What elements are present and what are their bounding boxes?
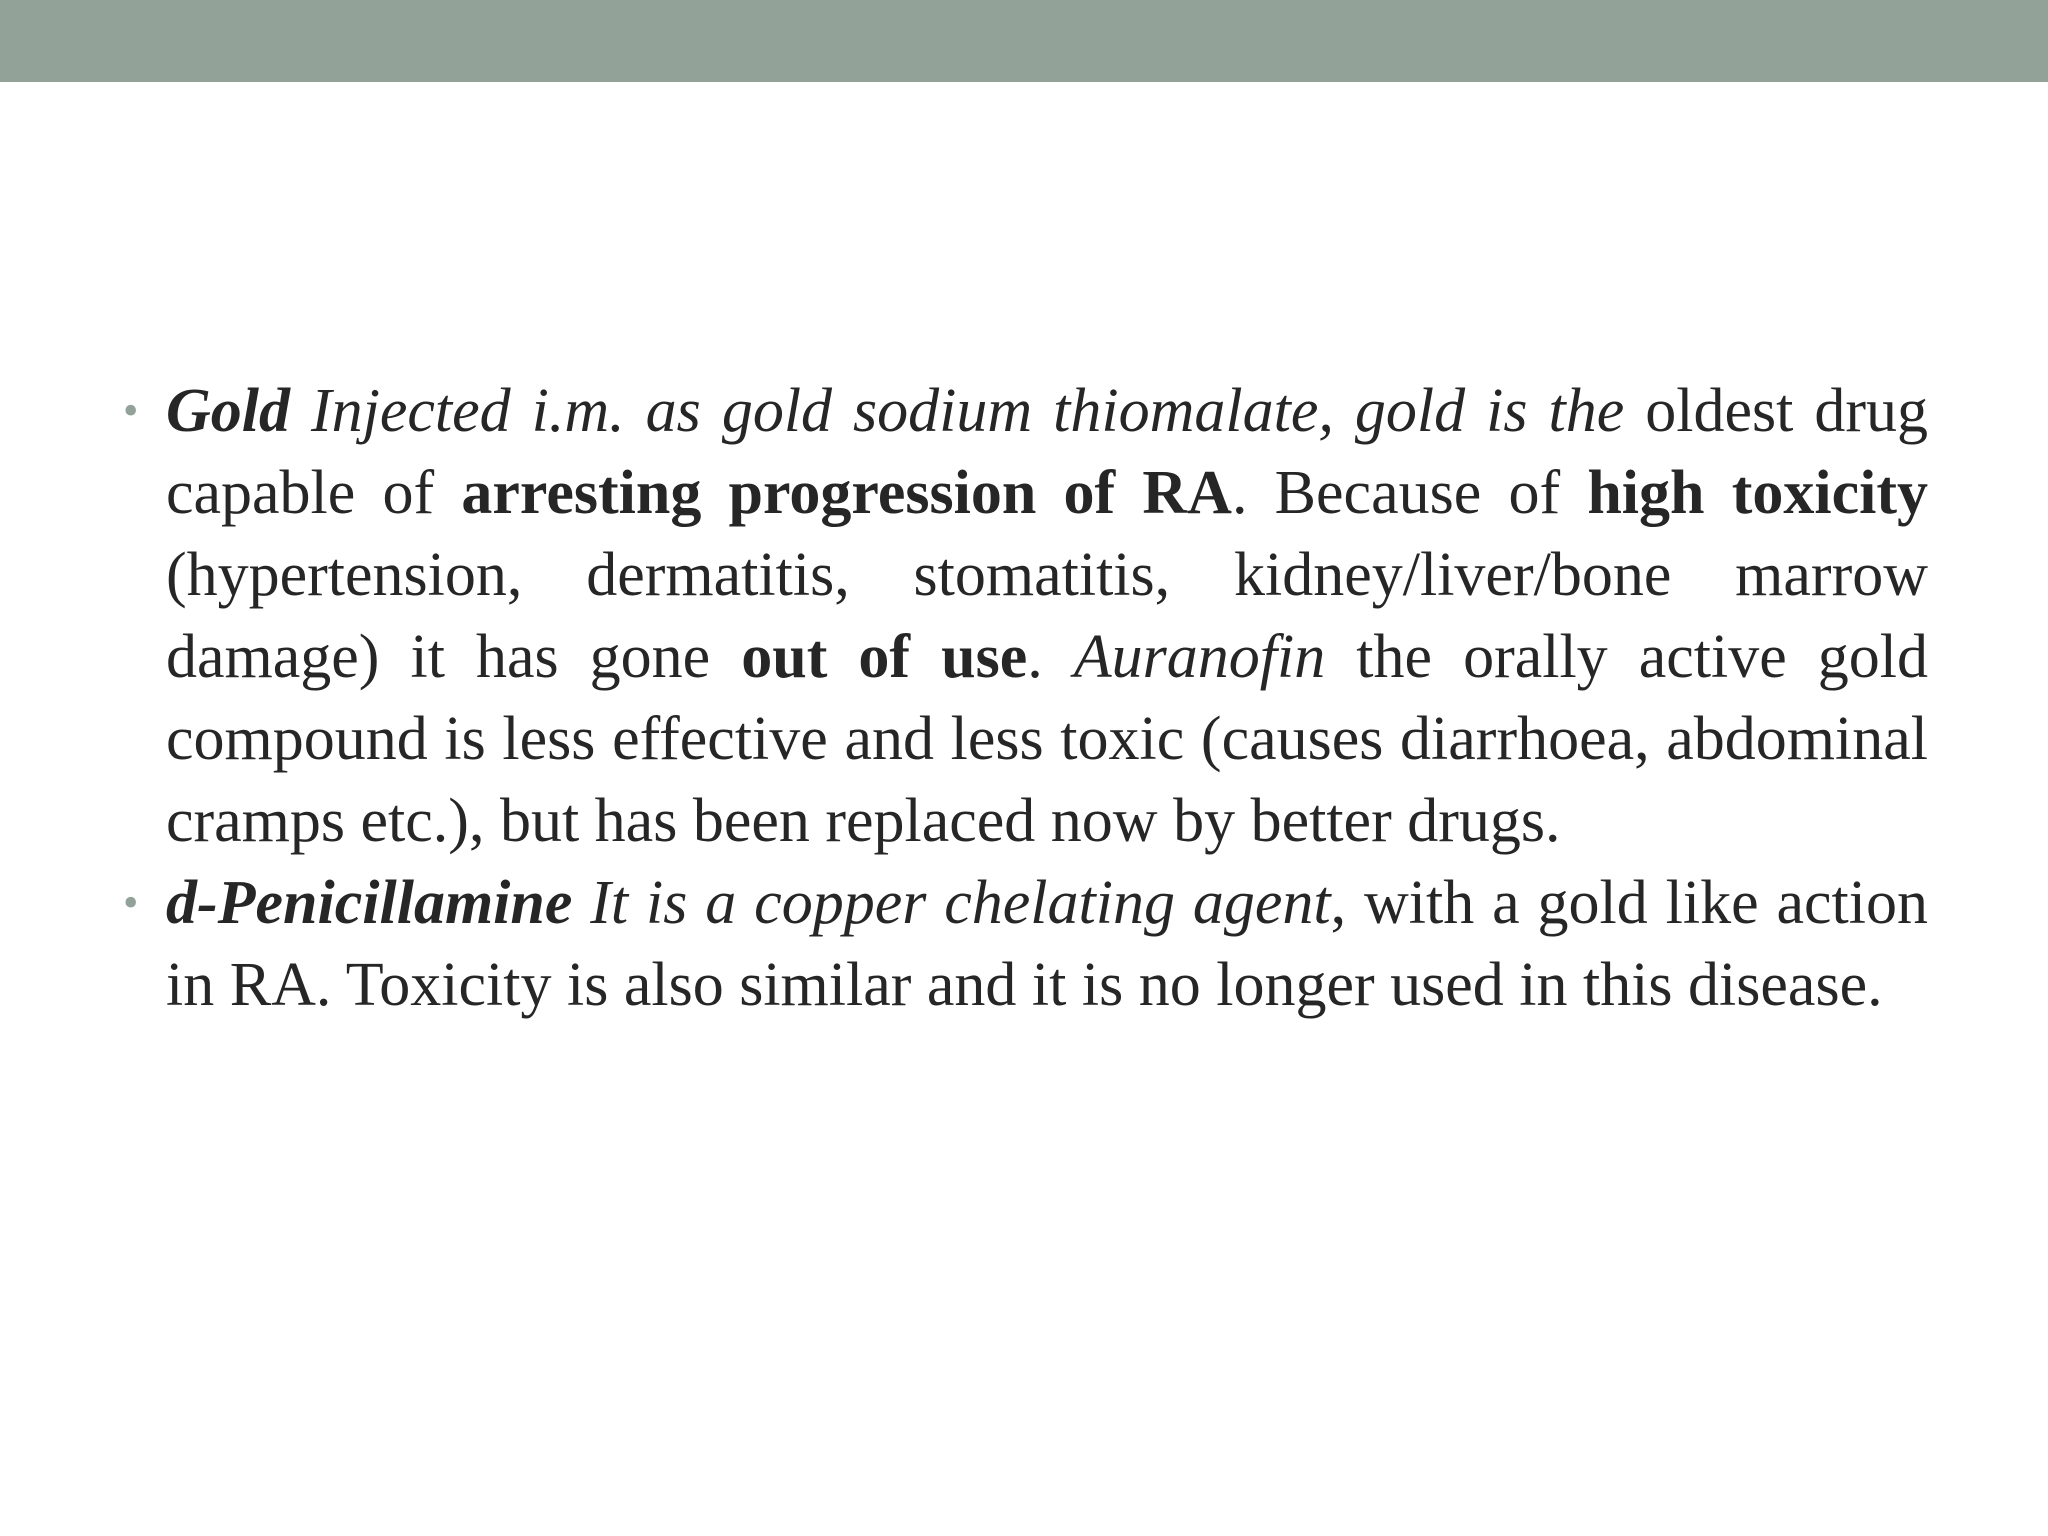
header-band [0,0,2048,82]
bullet-dot-icon: • [123,386,139,435]
gold-text-5: the orally active gold compound is less effective and less toxic (causes diarrhoea, abdominal cramps etc.), but has been replaced now by better drugs. [166,623,1929,855]
gold-text-2: . Because of [1231,459,1588,527]
bullet-item-penicillamine [118,862,1928,1026]
gold-italic-auranofin: Auranofin [1073,623,1326,691]
gold-intro: Injected i.m. as gold sodium thiomalate, gold is the [290,377,1625,445]
gold-text-1: oldest drug capable of [166,377,1928,527]
gold-bold-3: out of use [741,623,1028,691]
penicillamine-text-1: , with a gold like action in RA. Toxicity is also similar and it is no longer used in this disease. [166,869,1928,1019]
gold-text-3: (hypertension, dermatitis, stomatitis, kidney/liver/bone marrow damage) it has gone [166,541,1928,691]
term-penicillamine: d-Penicillamine [166,869,573,937]
gold-text-4: . [1027,623,1074,691]
bullet-list [118,370,1928,1026]
bullet-dot-icon: • [123,878,139,927]
bullet-text [166,370,1928,862]
penicillamine-intro: It is a copper chelating agent [572,869,1331,937]
bullet-text [166,862,1928,1026]
gold-bold-2: high toxicity [1587,459,1929,527]
gold-bold-1: arresting progression of RA [461,459,1232,527]
bullet-item-gold [118,370,1928,862]
term-gold: Gold [166,377,290,445]
